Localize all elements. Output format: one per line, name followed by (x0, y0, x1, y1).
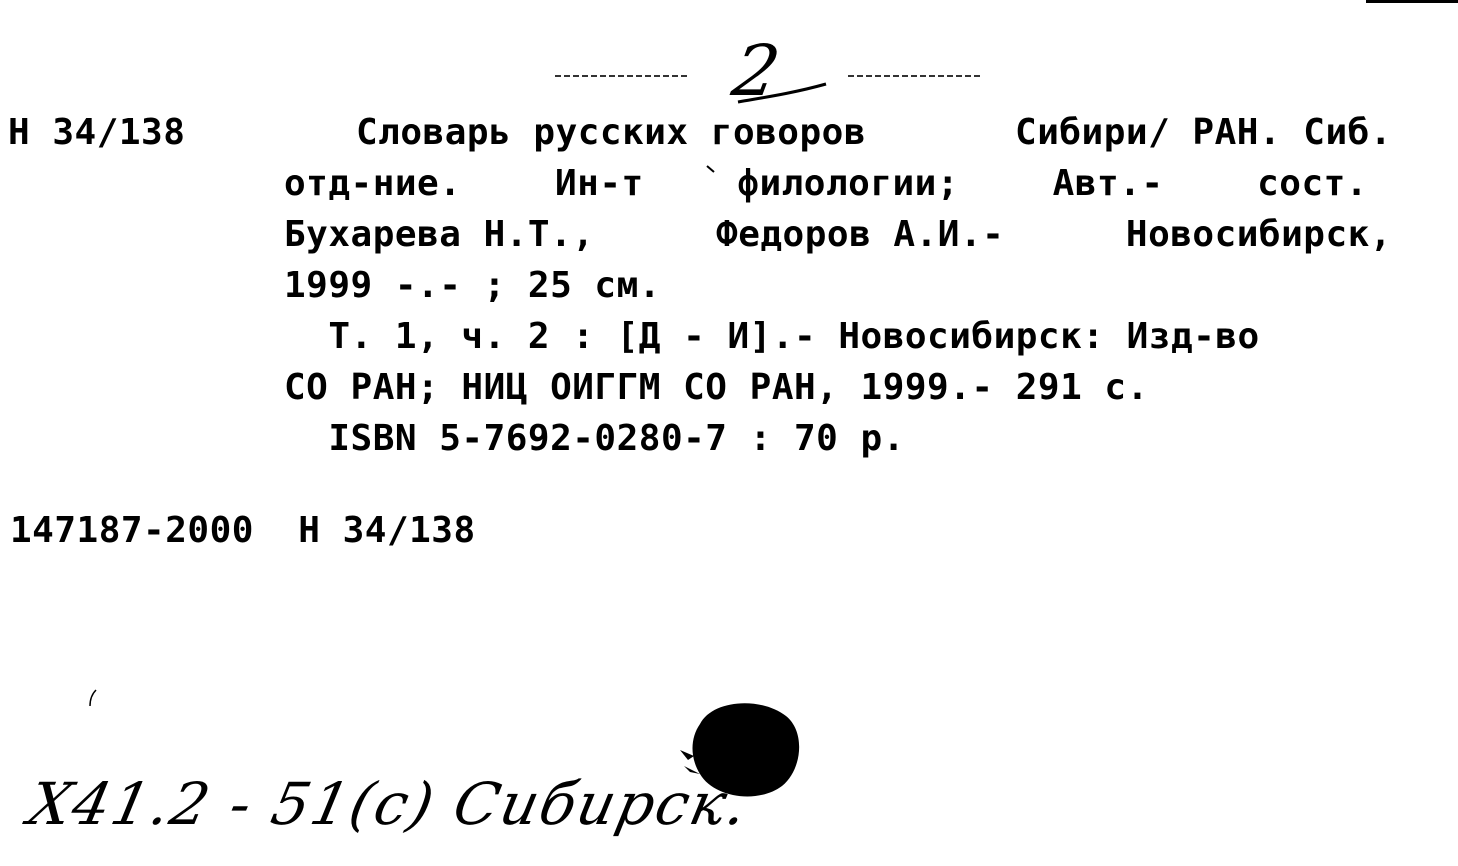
entry-line-3-part-3: Новосибирск, (1125, 214, 1392, 255)
entry-line-2-part-5: сост. (1257, 163, 1368, 204)
entry-line-3-part-1: Бухарева Н.Т., (284, 214, 595, 255)
handwritten-classification-note: Х41.2 - 51(с) Сибирск. (22, 770, 756, 838)
entry-line-1-part-2: Сибири/ РАН. Сиб. (1015, 112, 1392, 153)
accession-line: 147187-2000 Н 34/138 (10, 510, 476, 551)
entry-line-2-part-2: Ин-т (554, 163, 644, 204)
entry-line-6: СО РАН; НИЦ ОИГГМ СО РАН, 1999.- 291 с. (284, 367, 1149, 408)
ink-blot-speck (680, 750, 694, 760)
pencil-tick (90, 690, 96, 706)
entry-line-1-part-1: Словарь русских говоров (356, 112, 866, 153)
entry-line-4: 1999 -.- ; 25 см. (284, 265, 661, 306)
handwritten-top-mark: 2 (726, 30, 786, 112)
entry-line-2 (284, 158, 1368, 209)
entry-line-1 (356, 107, 1392, 158)
call-number-top: Н 34/138 (8, 112, 186, 153)
entry-line-2-part-4: Авт.- (1052, 163, 1164, 204)
entry-line-2-part-1: отд-ние. (284, 163, 462, 204)
entry-line-3 (284, 209, 1392, 260)
entry-line-7: ISBN 5-7692-0280-7 : 70 р. (284, 418, 905, 459)
entry-line-3-part-2: Федоров А.И.- (716, 214, 1005, 255)
entry-line-2-part-3: филологии; (737, 163, 960, 204)
entry-line-5: Т. 1, ч. 2 : [Д - И].- Новосибирск: Изд-во (284, 316, 1260, 357)
